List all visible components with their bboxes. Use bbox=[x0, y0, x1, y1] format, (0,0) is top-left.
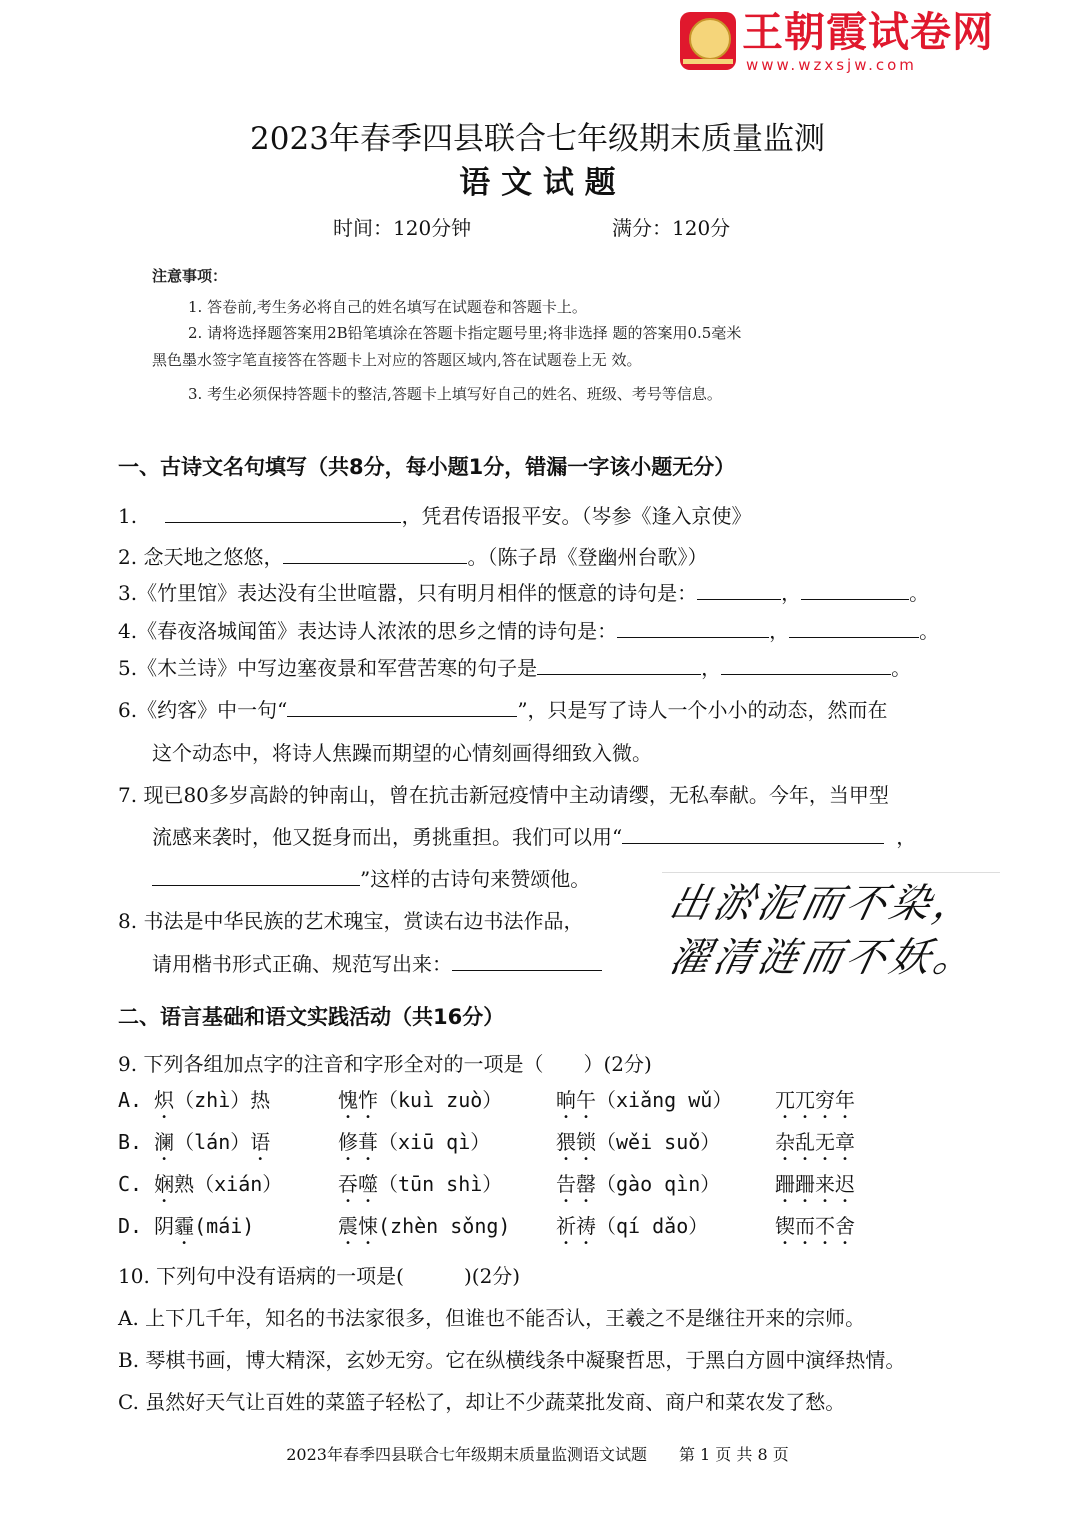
option-text: （zhì） bbox=[174, 1088, 251, 1112]
logo-name: 王朝霞试卷网 bbox=[742, 8, 994, 56]
note-item: 2. 请将选择题答案用2B铅笔填涂在答题卡指定题号里;将非选择 题的答案用0.5毫米 bbox=[188, 324, 742, 342]
option-text: 热 bbox=[250, 1088, 271, 1112]
answer-blank[interactable] bbox=[617, 619, 769, 638]
note-item: 1. 答卷前,考生务必将自己的姓名填写在试题卷和答题卡上。 bbox=[188, 298, 587, 316]
exam-title: 2023年春季四县联合七年级期末质量监测 bbox=[250, 121, 825, 157]
answer-blank[interactable] bbox=[537, 656, 701, 675]
dotted-word: 告罄 bbox=[556, 1172, 596, 1196]
option-text: （lán） bbox=[174, 1130, 251, 1154]
q7-line-1: 7. 现已80多岁高龄的钟南山，曾在抗击新冠疫情中主动请缨，无私奉献。今年，当甲型 bbox=[118, 783, 889, 807]
answer-blank[interactable] bbox=[152, 867, 360, 886]
question-4 bbox=[118, 618, 939, 644]
period: 。 bbox=[891, 656, 912, 680]
q10-option-a[interactable]: A. 上下几千年，知名的书法家很多，但谁也不能否认，王羲之不是继往开来的宗师。 bbox=[118, 1306, 866, 1330]
q5-text: 5.《木兰诗》中写边塞夜景和军营苦寒的句子是 bbox=[118, 656, 538, 680]
q1-text: ，凭君传语报平安。（岑参《逢入京使》 bbox=[401, 504, 752, 528]
q2-text: 2. 念天地之悠悠， bbox=[118, 545, 284, 569]
q9-option-cell bbox=[556, 1170, 720, 1207]
section-2-heading: 二、语言基础和语文实践活动（共16分） bbox=[118, 1005, 505, 1029]
q9-option-cell bbox=[338, 1128, 490, 1165]
answer-blank[interactable] bbox=[789, 619, 919, 638]
option-text: D. 阴 bbox=[118, 1214, 175, 1238]
period: 。 bbox=[919, 619, 940, 643]
notes-heading: 注意事项： bbox=[152, 267, 228, 285]
q7-text: 流感来袭时，他又挺身而出，勇挑重担。我们可以用“ bbox=[152, 825, 623, 849]
q9-option-cell bbox=[775, 1170, 855, 1207]
q8-line-1: 8. 书法是中华民族的艺术瑰宝，赏读右边书法作品， bbox=[118, 909, 584, 933]
question-2 bbox=[118, 544, 707, 570]
option-text: B. bbox=[118, 1130, 155, 1154]
option-text: (zhèn sǒng) bbox=[378, 1214, 511, 1238]
q2-source: 。（陈子昂《登幽州台歌》） bbox=[467, 545, 708, 569]
answer-blank[interactable] bbox=[622, 825, 884, 844]
q3-text: 3.《竹里馆》表达没有尘世喧嚣，只有明月相伴的惬意的诗句是： bbox=[118, 581, 698, 605]
site-logo bbox=[680, 8, 994, 74]
option-text: （xiǎng wǔ） bbox=[596, 1088, 733, 1112]
comma: ， bbox=[769, 619, 790, 643]
option-text: （tūn shì） bbox=[378, 1172, 503, 1196]
q8-text: 请用楷书形式正确、规范写出来： bbox=[152, 952, 452, 976]
q9-option-cell bbox=[338, 1212, 510, 1249]
question-3 bbox=[118, 580, 929, 606]
q6-line-2: 这个动态中，将诗人焦躁而期望的心情刻画得细致入微。 bbox=[152, 741, 652, 765]
q9-option-cell bbox=[338, 1086, 502, 1123]
note-item: 3. 考生必须保持答题卡的整洁,答题卡上填写好自己的姓名、班级、考号等信息。 bbox=[188, 385, 722, 403]
comma: ， bbox=[781, 581, 802, 605]
logo-emblem-icon bbox=[680, 12, 736, 70]
page-footer: 2023年春季四县联合七年级期末质量监测语文试题 第 1 页 共 8 页 bbox=[286, 1445, 789, 1464]
answer-blank[interactable] bbox=[452, 952, 602, 971]
dotted-word: 愧怍 bbox=[338, 1088, 378, 1112]
dotted-word: 晌午 bbox=[556, 1088, 596, 1112]
answer-blank[interactable] bbox=[697, 581, 781, 600]
period: 。 bbox=[909, 581, 930, 605]
question-7-line-2 bbox=[152, 824, 916, 850]
logo-url: www.wzxsjw.com bbox=[746, 56, 917, 74]
option-text: A. bbox=[118, 1088, 155, 1112]
q9-option-cell[interactable] bbox=[118, 1128, 270, 1165]
option-text: （kuì zuò） bbox=[378, 1088, 503, 1112]
q10-option-b[interactable]: B. 琴棋书画，博大精深，玄妙无穷。它在纵横线条中凝聚哲思，于黑白方圆中演绎热情。 bbox=[118, 1348, 906, 1372]
comma: ， bbox=[896, 825, 917, 849]
dotted-word: 语 bbox=[250, 1130, 271, 1154]
dotted-word: 炽 bbox=[154, 1088, 175, 1112]
q9-option-cell[interactable] bbox=[118, 1170, 282, 1207]
q10-option-c[interactable]: C. 虽然好天气让百姓的菜篮子轻松了，却让不少蔬菜批发商、商户和菜农发了愁。 bbox=[118, 1390, 846, 1414]
dotted-word: 吞噬 bbox=[338, 1172, 378, 1196]
section-1-heading: 一、古诗文名句填写（共8分，每小题1分，错漏一字该小题无分） bbox=[118, 455, 736, 479]
answer-blank[interactable] bbox=[165, 504, 401, 523]
q9-text: 9. 下列各组加点字的注音和字形全对的一项是（ ）(2分) bbox=[118, 1052, 652, 1076]
option-text: 熟（xián） bbox=[174, 1172, 283, 1196]
dotted-word: 猥锁 bbox=[556, 1130, 596, 1154]
q9-option-cell bbox=[338, 1170, 502, 1207]
note-item: 黑色墨水签字笔直接答在答题卡上对应的答题区域内,答在试题卷上无 效。 bbox=[152, 351, 642, 369]
calligraphy-line: 濯清涟而不妖。 bbox=[665, 935, 983, 981]
answer-blank[interactable] bbox=[283, 545, 467, 564]
q9-option-cell bbox=[556, 1086, 732, 1123]
q9-option-cell bbox=[556, 1128, 720, 1165]
option-text: （wěi suǒ） bbox=[596, 1130, 721, 1154]
option-text: （xiū qì） bbox=[378, 1130, 491, 1154]
question-7-line-3 bbox=[152, 866, 590, 892]
q6-text: 6.《约客》中一句“ bbox=[118, 698, 288, 722]
dotted-word: 澜 bbox=[154, 1130, 175, 1154]
q4-text: 4.《春夜洛城闻笛》表达诗人浓浓的思乡之情的诗句是： bbox=[118, 619, 618, 643]
q9-option-cell bbox=[775, 1086, 855, 1123]
calligraphy-line: 出淤泥而不染， bbox=[665, 881, 983, 927]
exam-time: 时间：120分钟 bbox=[333, 216, 472, 240]
q9-option-cell[interactable] bbox=[118, 1212, 254, 1249]
question-8-line-2 bbox=[152, 951, 602, 977]
q10-text: 10. 下列句中没有语病的一项是( )(2分) bbox=[118, 1264, 521, 1288]
dotted-word: 杂乱无章 bbox=[775, 1130, 855, 1154]
q9-option-cell bbox=[556, 1212, 708, 1249]
exam-subject: 语 文 试 题 bbox=[459, 165, 616, 201]
q1-number: 1. bbox=[118, 504, 138, 528]
comma: ， bbox=[701, 656, 722, 680]
answer-blank[interactable] bbox=[287, 698, 517, 717]
dotted-word: 锲而不舍 bbox=[775, 1214, 855, 1238]
question-1 bbox=[118, 503, 751, 529]
answer-blank[interactable] bbox=[721, 656, 891, 675]
dotted-word: 兀兀穷年 bbox=[775, 1088, 855, 1112]
answer-blank[interactable] bbox=[801, 581, 909, 600]
option-text: （qí dǎo） bbox=[596, 1214, 709, 1238]
q7-text-end: ”这样的古诗句来赞颂他。 bbox=[360, 867, 591, 891]
q9-option-cell bbox=[775, 1212, 855, 1249]
dotted-word: 霾 bbox=[174, 1214, 195, 1238]
calligraphy-artwork bbox=[662, 872, 1000, 991]
option-text: （gào qìn） bbox=[596, 1172, 721, 1196]
dotted-word: 祈祷 bbox=[556, 1214, 596, 1238]
q9-option-cell[interactable] bbox=[118, 1086, 270, 1123]
dotted-word: 修葺 bbox=[338, 1130, 378, 1154]
question-6 bbox=[118, 697, 888, 723]
dotted-word: 震悚 bbox=[338, 1214, 378, 1238]
q9-option-cell bbox=[775, 1128, 855, 1165]
question-5 bbox=[118, 655, 911, 681]
option-text: (mái) bbox=[194, 1214, 255, 1238]
exam-score: 满分：120分 bbox=[612, 216, 731, 240]
option-text: C. bbox=[118, 1172, 155, 1196]
q6-text-end: ”，只是写了诗人一个小小的动态，然而在 bbox=[517, 698, 888, 722]
dotted-word: 娴 bbox=[154, 1172, 175, 1196]
dotted-word: 跚跚来迟 bbox=[775, 1172, 855, 1196]
